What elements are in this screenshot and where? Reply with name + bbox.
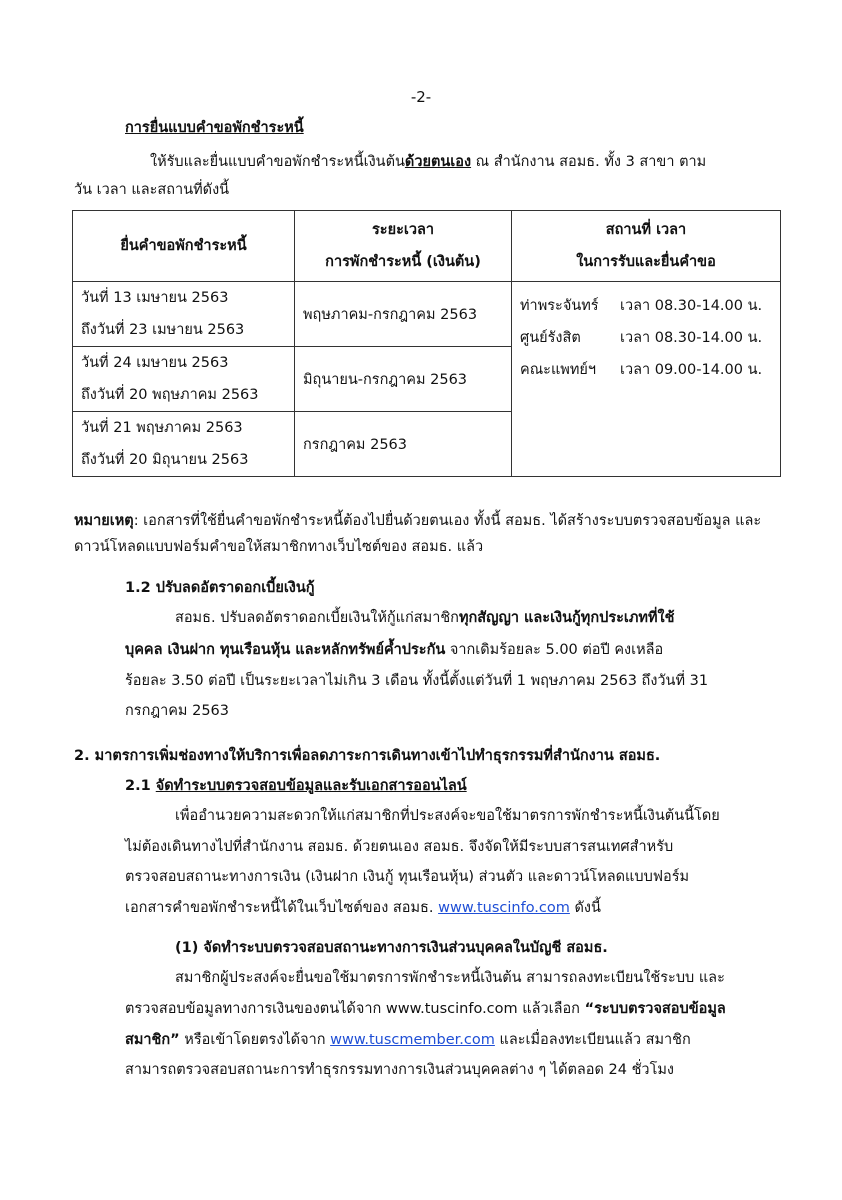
subsection-1-line2: ตรวจสอบข้อมูลทางการเงินของตนได้จาก www.tuscinfo.com แล้วเลือก “ระบบตรวจสอบข้อมูล [125, 1001, 726, 1017]
period-cell: กรกฎาคม 2563 [295, 412, 512, 477]
location-entry: ท่าพระจันทร์ เวลา 08.30-14.00 น. [520, 298, 763, 314]
header-period: ระยะเวลา การพักชำระหนี้ (เงินต้น) [295, 211, 512, 282]
section-1-2-line3: ร้อยละ 3.50 ต่อปี เป็นระยะเวลาไม่เกิน 3 เดือน ทั้งนี้ตั้งแต่วันที่ 1 พฤษภาคม 2563 ถึงวันที่ 31 [125, 673, 709, 689]
table-row [73, 282, 781, 347]
location-entry: คณะแพทย์ฯ เวลา 09.00-14.00 น. [520, 362, 763, 378]
section-1-2-line2: บุคคล เงินฝาก ทุนเรือนหุ้น และหลักทรัพย์ค้ำประกัน จากเดิมร้อยละ 5.00 ต่อปี คงเหลือ [125, 642, 664, 658]
section-1-2-line1: สอมธ. ปรับลดอัตราดอกเบี้ยเงินให้กู้แก่สมาชิกทุกสัญญา และเงินกู้ทุกประเภทที่ใช้ [175, 610, 675, 626]
page-number: -2- [410, 88, 432, 106]
note-line1: หมายเหตุ: เอกสารที่ใช้ยื่นคำขอพักชำระหนี้ต้องไปยื่นด้วยตนเอง ทั้งนี้ สอมธ. ได้สร้างระบบตรวจสอบข้อมูล และ [74, 513, 762, 529]
period-cell: มิถุนายน-กรกฎาคม 2563 [295, 347, 512, 412]
submit-date-cell: วันที่ 24 เมษายน 2563 ถึงวันที่ 20 พฤษภาคม 2563 [73, 347, 295, 412]
section-1-2-heading: 1.2 ปรับลดอัตราดอกเบี้ยเงินกู้ [125, 580, 315, 596]
tuscinfo-link[interactable]: www.tuscinfo.com [438, 900, 570, 916]
table-header-row [73, 211, 781, 282]
schedule-table [72, 210, 781, 477]
submit-intro-line2: วัน เวลา และสถานที่ดังนี้ [74, 182, 230, 198]
subsection-1-line4: สามารถตรวจสอบสถานะการทำธุรกรรมทางการเงินส่วนบุคคลต่าง ๆ ได้ตลอด 24 ชั่วโมง [125, 1062, 674, 1078]
tuscmember-link[interactable]: www.tuscmember.com [330, 1032, 495, 1048]
section-2-1-line1: เพื่ออำนวยความสะดวกให้แก่สมาชิกที่ประสงค์จะขอใช้มาตรการพักชำระหนี้เงินต้นนี้โดย [175, 808, 720, 824]
section-2-1-line2: ไม่ต้องเดินทางไปที่สำนักงาน สอมธ. ด้วยตนเอง สอมธ. จึงจัดให้มีระบบสารสนเทศสำหรับ [125, 839, 674, 855]
note-line2: ดาวน์โหลดแบบฟอร์มคำขอให้สมาชิกทางเว็บไซต์ของ สอมธ. แล้ว [74, 539, 484, 555]
note-label: หมายเหตุ [74, 513, 134, 529]
subsection-1-line1: สมาชิกผู้ประสงค์จะยื่นขอใช้มาตรการพักชำระหนี้เงินต้น สามารถลงทะเบียนใช้ระบบ และ [175, 970, 725, 986]
section-2-1-line4: เอกสารคำขอพักชำระหนี้ได้ในเว็บไซต์ของ สอมธ. www.tuscinfo.com ดังนี้ [125, 900, 601, 916]
subsection-1-line3: สมาชิก” หรือเข้าโดยตรงได้จาก www.tuscmember.com และเมื่อลงทะเบียนแล้ว สมาชิก [125, 1032, 691, 1048]
section-2-heading: 2. มาตรการเพิ่มช่องทางให้บริการเพื่อลดภาระการเดินทางเข้าไปทำธุรกรรมที่สำนักงาน สอมธ. [74, 748, 661, 764]
section-2-1-heading: 2.1 จัดทำระบบตรวจสอบข้อมูลและรับเอกสารออนไลน์ [125, 778, 467, 794]
location-entry: ศูนย์รังสิต เวลา 08.30-14.00 น. [520, 330, 763, 346]
header-submit-date: ยื่นคำขอพักชำระหนี้ [73, 211, 295, 282]
header-location: สถานที่ เวลา ในการรับและยื่นคำขอ [512, 211, 781, 282]
submit-heading: การยื่นแบบคำขอพักชำระหนี้ [125, 120, 304, 136]
subsection-1-heading: (1) จัดทำระบบตรวจสอบสถานะทางการเงินส่วนบุคคลในบัญชี สอมธ. [175, 940, 608, 956]
submit-intro-line1: ให้รับและยื่นแบบคำขอพักชำระหนี้เงินต้นด้วยตนเอง ณ สำนักงาน สอมธ. ทั้ง 3 สาขา ตาม [150, 154, 707, 170]
period-cell: พฤษภาคม-กรกฎาคม 2563 [295, 282, 512, 347]
section-2-1-line3: ตรวจสอบสถานะทางการเงิน (เงินฝาก เงินกู้ ทุนเรือนหุ้น) ส่วนตัว และดาวน์โหลดแบบฟอร์ม [125, 869, 690, 885]
submit-date-cell: วันที่ 13 เมษายน 2563 ถึงวันที่ 23 เมษายน 2563 [73, 282, 295, 347]
submit-date-cell: วันที่ 21 พฤษภาคม 2563 ถึงวันที่ 20 มิถุนายน 2563 [73, 412, 295, 477]
location-cell [512, 282, 781, 477]
section-1-2-line4: กรกฎาคม 2563 [125, 703, 229, 719]
intro-emphasis: ด้วยตนเอง [404, 154, 472, 170]
